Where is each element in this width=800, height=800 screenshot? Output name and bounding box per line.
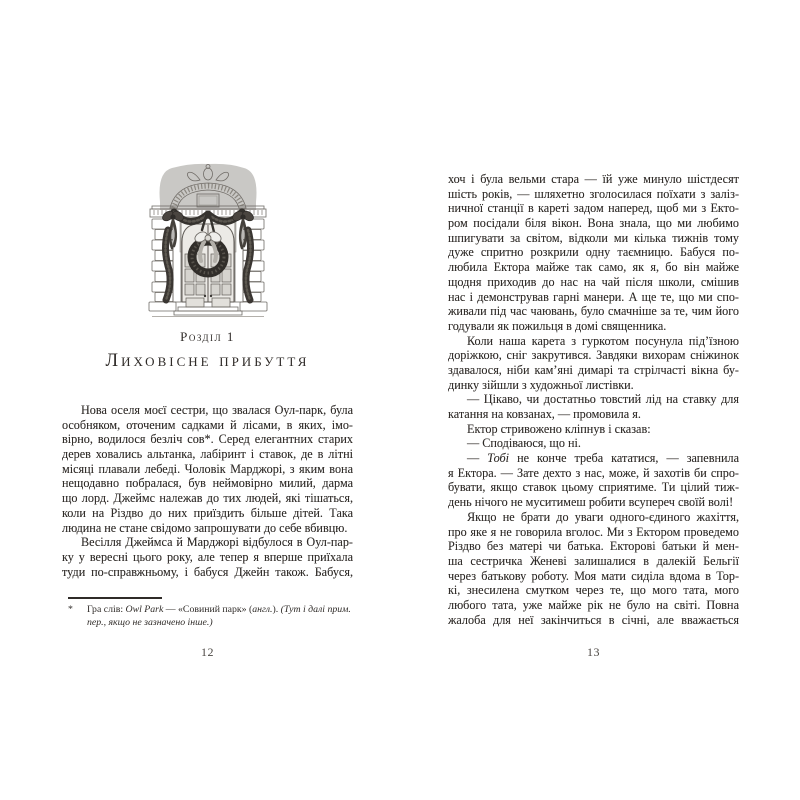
text-line: місяці плавали лебеді. Чоловік Марджорі, з яким вона	[62, 461, 353, 476]
text-line: ку у вересні цього року, але тепер я вперше приїхала	[62, 549, 353, 564]
text-line: Весілля Джеймса й Марджорі відбулося в Оул-пар-	[81, 535, 353, 550]
text-line: дуже спритно розкрили одну таємницю. Бабуся по-	[448, 245, 739, 260]
text-line: людина не стане свідомо запрошувати до себе вбивцю.	[62, 520, 348, 535]
text-line: пер., якщо не зазначено інше.)	[87, 616, 213, 628]
text-line: ром посідали біля вікон. Вона знала, що ми любимо	[448, 216, 739, 231]
chapter-label: Розділ 1	[180, 329, 235, 344]
text-line: вірно, водилося безліч сов*. Серед елегантних старих	[62, 432, 353, 447]
text-line: — Тобі не конче треба кататися, — запевнила	[467, 451, 740, 466]
text-line: нас і демонстрував гарні манери. А ще те, що ми спо-	[448, 289, 739, 304]
right-page	[448, 0, 739, 800]
door-knob	[209, 295, 211, 297]
text-line: хоч і була вельми стара — їй уже минуло шістдесят	[448, 172, 739, 186]
text-line: бувати, якщо ставок цьому сприятиме. Ти цілий тиж-	[448, 480, 739, 495]
text-line: Різдво без матері чи батька. Екторові батьки й мен-	[448, 539, 739, 554]
text-line: любого тата, уже майже рік не було на світі. Повна	[448, 597, 739, 612]
text-line: — Сподіваюся, що ні.	[467, 436, 581, 451]
text-line: динку зійшли з художньої листівки.	[448, 377, 634, 392]
text-line: Якщо не брати до уваги одного-єдиного жахіття,	[467, 509, 739, 524]
left-page	[62, 0, 353, 800]
text-line: ничної станції в кареті задом наперед, щоб ми з Екто-	[448, 201, 739, 216]
text-line: Коли наша карета з гуркотом посунула під’їзною	[467, 333, 739, 348]
text-line: жалоба для неї закінчиться в січні, але вважається	[448, 612, 739, 627]
text-line: ша сестричка Женеві залишалися в далекій Бельгії	[448, 553, 739, 568]
entrance-steps	[152, 307, 264, 317]
text-line: про яке я не говорила вголос. Ми з Ектором проведемо	[448, 524, 739, 539]
footnote-rule	[68, 597, 162, 599]
door-knob	[203, 295, 205, 297]
text-line: живали під час чаювань, було смачніше за те, чим його	[448, 304, 739, 319]
text-line: щодня приходив до нас на чай після школи, смішив	[448, 274, 739, 289]
text-line: через батькову роботу. Моя мати сиділа вдома в Тор-	[448, 568, 739, 583]
page-number-right: 13	[587, 645, 600, 659]
text-line: нещодавно побралася, був неймовірно милий, дарма	[62, 476, 353, 491]
text-line: дерев ховались альтанка, лабіринт і ставок, де в літні	[62, 447, 353, 462]
footnote-text	[87, 604, 351, 630]
text-line: день нічого не муситимеш робити всупереч своїй волі!	[448, 495, 734, 510]
text-line: коли на Різдво до них приїздить більше дітей. Така	[62, 505, 353, 520]
right-page-body	[448, 172, 739, 627]
text-line: годували як пожильця в домі священника.	[448, 318, 667, 333]
text-line: я Ектора. — Зате дехто з нас, може, й захотів би спро-	[448, 465, 739, 480]
text-line: катання на ковзанах, — промовила я.	[448, 407, 641, 421]
text-line: що лорд. Джеймс належав до тих людей, які тішаться,	[62, 491, 353, 506]
text-line: любила Ектора майже так само, як я, бо він майже	[448, 260, 739, 275]
left-page-body	[62, 403, 353, 579]
text-line: здавалося, ніби кам’яні димарі та стрілчасті вікна бу-	[448, 362, 739, 377]
text-line: шість років, — шляхетно зголосилася поїхати з заліз-	[448, 186, 739, 201]
text-line: особняком, оточеним садками й лісами, в яких, імо-	[62, 417, 353, 432]
text-line: кі, знесилена смутком через те, що мого тата, мого	[448, 583, 739, 598]
chapter-illustration	[144, 150, 272, 318]
text-line: Нова оселя моєї сестри, що звалася Оул-парк, була	[81, 403, 353, 417]
text-line: Гра слів: Owl Park — «Совиний парк» (англ.). (Тут і далі прим.	[87, 604, 351, 615]
chapter-title: Лиховісне прибуття	[105, 351, 310, 371]
page-number-left: 12	[201, 645, 214, 659]
text-line: — Цікаво, чи достатньо товстий лід на ставку для	[467, 392, 739, 407]
text-line: доріжкою, сніг закрутився. Завдяки вихорам сніжинок	[448, 348, 739, 363]
text-line: шпигувати за світом, відколи ми кілька тижнів тому	[448, 230, 739, 245]
footnote-marker: *	[68, 604, 73, 615]
text-line: Ектор стривожено кліпнув і сказав:	[467, 421, 651, 436]
text-line: туди по-справжньому, і бабуся Джейн також. Бабуся,	[62, 564, 353, 579]
footnote	[68, 604, 351, 630]
